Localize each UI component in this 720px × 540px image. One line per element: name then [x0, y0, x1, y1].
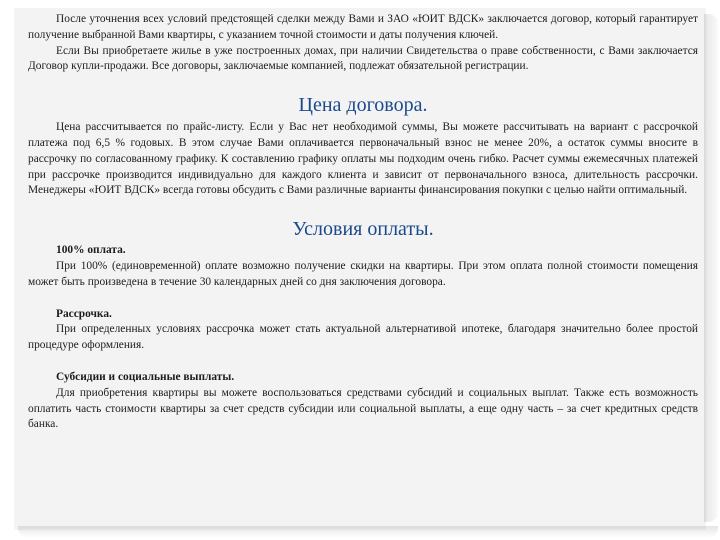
full-payment-heading: 100% оплата.: [56, 244, 126, 257]
price-paragraph: Цена рассчитывается по прайс-листу. Если у Вас нет необходимой суммы, Вы можете рассчитывать на вариант с рассрочкой платежа под 6,5 % годовых. В этом случае Вами оплачивается первоначальный взнос не менее 20%, а остаток суммы вносите в рассрочку по согласованному графику. К составлению графику оплаты мы подходим очень гибко. Расчет суммы ежемесячных платежей при рассрочке производится индивидуально для каждого клиента и зависит от первоначального взноса, длительность рассрочки. Менеджеры «ЮИТ ВДСК» всегда готовы обсудить с Вами различные варианты финансирования покупки с целью найти оптимальный.: [28, 121, 698, 197]
document-body: [28, 12, 698, 433]
section-title-payment: Условия оплаты.: [292, 218, 434, 241]
page-curl-shadow-right: [704, 14, 718, 522]
installment-text: При определенных условиях рассрочка может стать актуальной альтернативой ипотеке, благодаря значительно более простой процедуре оформления.: [28, 323, 698, 352]
spacer: [28, 354, 698, 370]
full-payment-text: При 100% (единовременной) оплате возможно получение скидки на квартиры. При этом оплата полной стоимости помещения может быть произведена в течение 30 календарных дней со дня заключения договора.: [28, 259, 698, 288]
section-title-price: Цена договора.: [298, 94, 428, 117]
spacer: [28, 291, 698, 307]
page-curl-shadow-bottom: [18, 526, 718, 538]
intro-paragraph-contract: После уточнения всех условий предстоящей сделки между Вами и ЗАО «ЮИТ ВДСК» заключается договор, который гарантирует получение выбранной Вами квартиры, с указанием точной стоимости и даты получения ключей.: [28, 13, 698, 41]
subsidies-heading: Субсидии и социальные выплаты.: [56, 370, 235, 383]
installment-heading: Рассрочка.: [56, 307, 112, 320]
intro-paragraph-sale: Если Вы приобретаете жилье в уже построенных домах, при наличии Свидетельства о праве собственности, с Вами заключается Договор купли-продажи. Все договоры, заключаемые компанией, подлежат обязательной регистрации.: [28, 44, 698, 73]
subsidies-text: Для приобретения квартиры вы можете воспользоваться средствами субсидий и социальных выплат. Также есть возможность оплатить часть стоимости квартиры за счет средств субсидии или социальной выплаты, а еще одну часть – за счет кредитных средств банка.: [28, 386, 698, 431]
